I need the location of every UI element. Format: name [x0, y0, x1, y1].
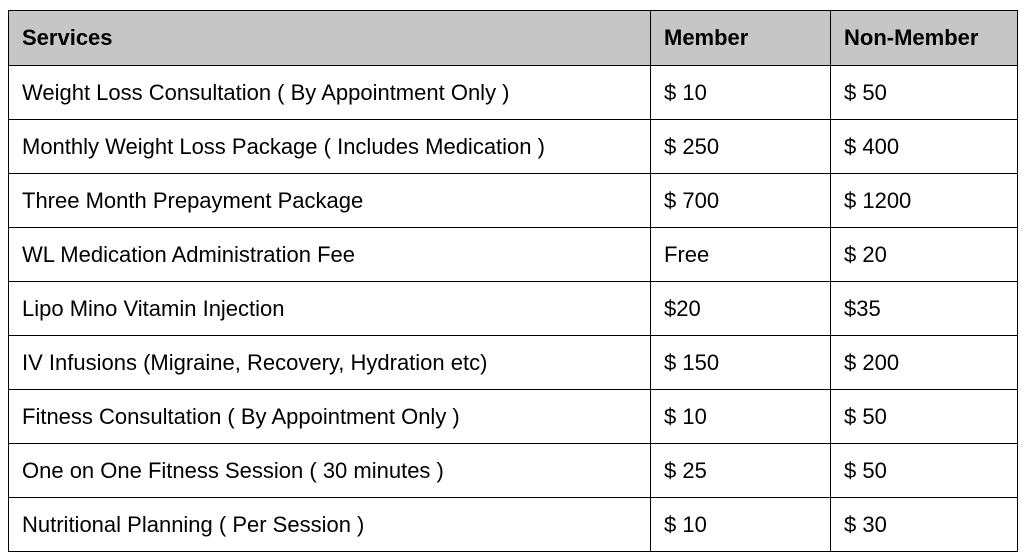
service-name: WL Medication Administration Fee: [9, 228, 651, 282]
member-price: $ 150: [651, 336, 831, 390]
pricing-table: [8, 10, 1018, 552]
service-name: Nutritional Planning ( Per Session ): [9, 498, 651, 552]
member-price: $ 25: [651, 444, 831, 498]
table-row: [9, 228, 1018, 282]
member-price: $ 10: [651, 390, 831, 444]
service-name: Lipo Mino Vitamin Injection: [9, 282, 651, 336]
non-member-price: $ 1200: [831, 174, 1018, 228]
table-row: [9, 444, 1018, 498]
non-member-price: $ 50: [831, 444, 1018, 498]
table-row: [9, 66, 1018, 120]
non-member-price: $35: [831, 282, 1018, 336]
non-member-price: $ 50: [831, 390, 1018, 444]
non-member-price: $ 200: [831, 336, 1018, 390]
table-header: [9, 11, 1018, 66]
header-member: Member: [651, 11, 831, 66]
service-name: One on One Fitness Session ( 30 minutes ): [9, 444, 651, 498]
member-price: $ 250: [651, 120, 831, 174]
service-name: Fitness Consultation ( By Appointment Only ): [9, 390, 651, 444]
table-row: [9, 282, 1018, 336]
header-row: [9, 11, 1018, 66]
table-row: [9, 336, 1018, 390]
table-row: [9, 174, 1018, 228]
member-price: $20: [651, 282, 831, 336]
member-price: Free: [651, 228, 831, 282]
table-row: [9, 120, 1018, 174]
service-name: Three Month Prepayment Package: [9, 174, 651, 228]
service-name: Monthly Weight Loss Package ( Includes Medication ): [9, 120, 651, 174]
non-member-price: $ 50: [831, 66, 1018, 120]
non-member-price: $ 20: [831, 228, 1018, 282]
header-services: Services: [9, 11, 651, 66]
service-name: IV Infusions (Migraine, Recovery, Hydration etc): [9, 336, 651, 390]
non-member-price: $ 400: [831, 120, 1018, 174]
non-member-price: $ 30: [831, 498, 1018, 552]
table-body: [9, 66, 1018, 552]
header-non-member: Non-Member: [831, 11, 1018, 66]
member-price: $ 10: [651, 498, 831, 552]
table-row: [9, 498, 1018, 552]
member-price: $ 700: [651, 174, 831, 228]
member-price: $ 10: [651, 66, 831, 120]
service-name: Weight Loss Consultation ( By Appointment Only ): [9, 66, 651, 120]
table-row: [9, 390, 1018, 444]
